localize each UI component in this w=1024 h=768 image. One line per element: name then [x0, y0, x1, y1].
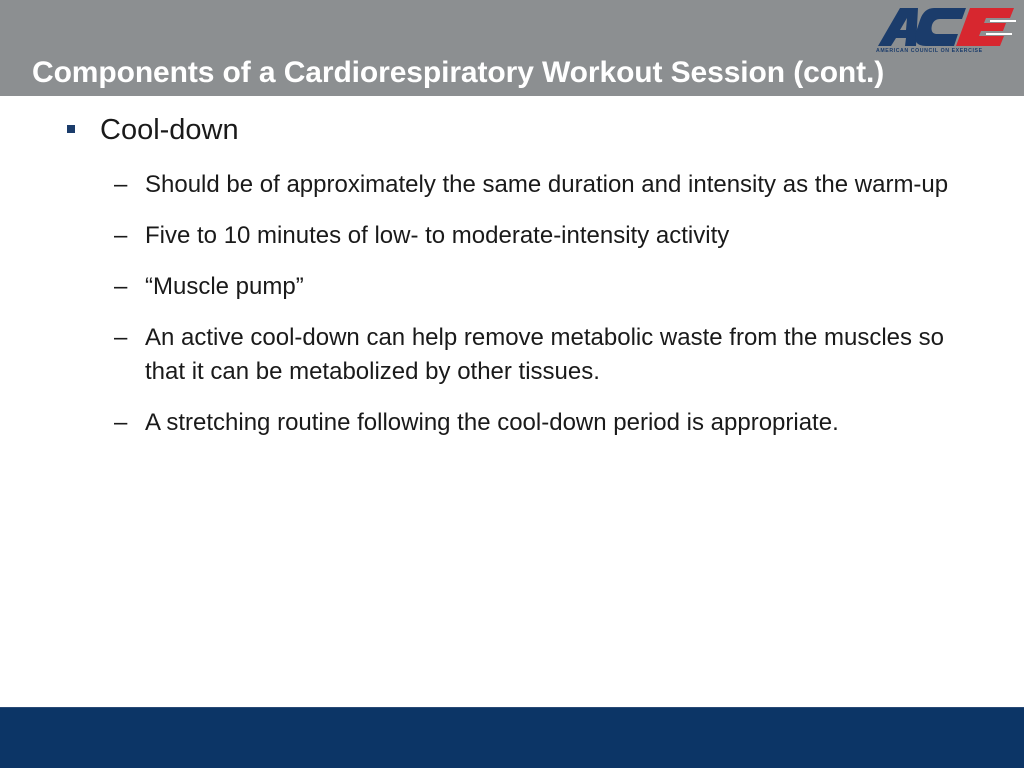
sub-bullet — [114, 321, 964, 389]
sub-bullet-text: Five to 10 minutes of low- to moderate-intensity activity — [145, 222, 730, 249]
sub-bullet — [114, 168, 964, 202]
sub-bullet-text: An active cool-down can help remove metabolic waste from the muscles so that it can be metabolized by other tissues. — [145, 324, 945, 385]
sub-bullet-text: Should be of approximately the same duration and intensity as the warm-up — [145, 171, 949, 198]
ace-logo-caption: AMERICAN COUNCIL ON EXERCISE — [876, 48, 983, 54]
ace-logo-mark — [874, 6, 1018, 50]
sub-bullet-text: A stretching routine following the cool-down period is appropriate. — [145, 409, 839, 436]
footer-band — [0, 707, 1024, 768]
ace-logo — [874, 6, 1018, 58]
dash-bullet-icon: – — [114, 273, 128, 300]
slide-title: Components of a Cardiorespiratory Workout Session (cont.) — [32, 56, 885, 89]
dash-bullet-icon: – — [114, 409, 128, 436]
dash-bullet-icon: – — [114, 222, 128, 249]
header-band — [0, 0, 1024, 96]
main-bullet-text: Cool-down — [100, 114, 239, 146]
square-bullet-icon — [67, 125, 75, 133]
sub-bullet — [114, 270, 964, 304]
sub-bullet — [114, 406, 964, 440]
sub-bullet-list — [114, 168, 964, 457]
sub-bullet — [114, 219, 964, 253]
dash-bullet-icon: – — [114, 171, 128, 198]
dash-bullet-icon: – — [114, 324, 128, 351]
sub-bullet-text: “Muscle pump” — [145, 273, 304, 300]
